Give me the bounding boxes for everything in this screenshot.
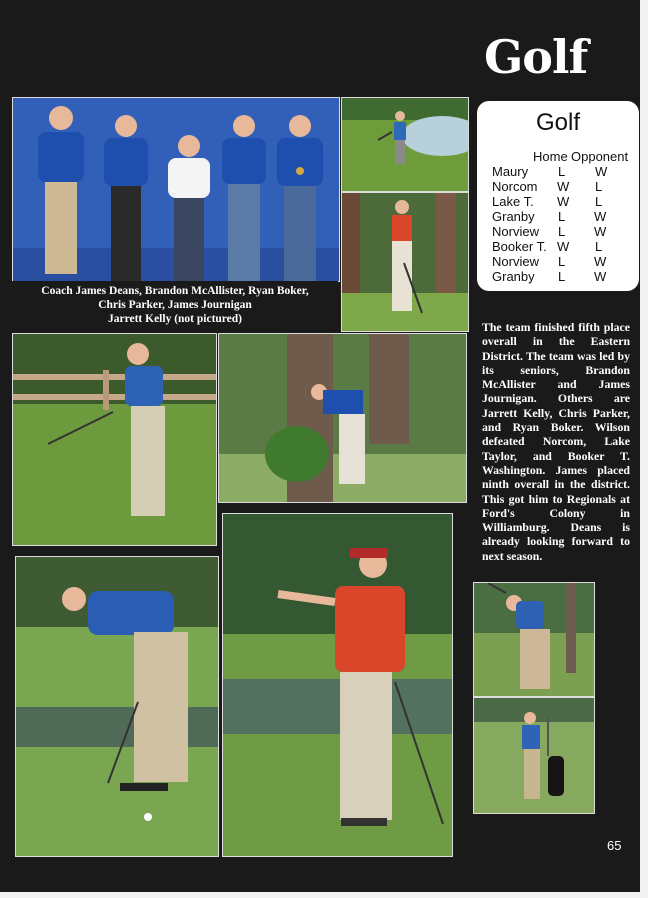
golfer-by-pond-photo	[341, 97, 469, 192]
golfer-pointing-photo	[222, 513, 453, 857]
home-header: Home	[533, 149, 568, 164]
score-home: L	[558, 224, 566, 239]
score-row	[477, 179, 639, 194]
score-team: Maury	[492, 164, 529, 179]
golfer-chipping-photo	[12, 333, 217, 546]
team-photo	[12, 97, 340, 282]
score-row	[477, 239, 639, 254]
team-photo-caption	[12, 281, 338, 332]
score-team: Norcom	[492, 179, 538, 194]
score-row	[477, 269, 639, 284]
score-team: Granby	[492, 209, 535, 224]
scoreboard-title: Golf	[535, 109, 580, 136]
golfer-with-bag-photo	[473, 697, 595, 814]
score-opponent: W	[595, 164, 608, 179]
section-title: Golf	[484, 30, 588, 84]
score-home: L	[558, 164, 566, 179]
caption-line: Coach James Deans, Brandon McAllister, Ryan Boker,	[41, 285, 309, 297]
golfer-by-tree-photo	[218, 333, 467, 503]
score-home: L	[558, 269, 566, 284]
score-team: Norview	[492, 254, 539, 269]
golfer-putting-photo	[15, 556, 219, 857]
score-home: L	[558, 209, 566, 224]
story-text: The team finished fifth place overall in the Eastern District. The team was led by its seniors, Brandon McAllister and James Journigan. Others are Jarrett Kelly, Chris Parker, and Ryan Boker. Wilson defeated Norcom, Lake Taylor, and Booker T. Washington. James placed ninth overall in the district. This got him to Regionals at Ford's Colony in Williamburg. Deans is already looking forward to next season.	[482, 320, 630, 563]
golfer-swing-photo	[473, 582, 595, 697]
caption-line: Jarrett Kelly (not pictured)	[107, 313, 243, 325]
score-home: W	[557, 179, 570, 194]
score-opponent: W	[594, 269, 607, 284]
score-team: Booker T.	[492, 239, 547, 254]
score-home: L	[558, 254, 566, 269]
score-team: Lake T.	[492, 194, 534, 209]
score-home: W	[557, 239, 570, 254]
score-opponent: W	[594, 254, 607, 269]
opponent-header: Opponent	[571, 149, 629, 164]
score-team: Granby	[492, 269, 535, 284]
page-number: 65	[607, 838, 622, 853]
score-row	[477, 209, 639, 224]
caption-line: Chris Parker, James Journigan	[98, 299, 252, 311]
score-opponent: W	[594, 224, 607, 239]
score-opponent: L	[595, 179, 603, 194]
score-row	[477, 224, 639, 239]
score-row	[477, 164, 639, 179]
score-home: W	[557, 194, 570, 209]
page-bottom-edge	[0, 892, 648, 898]
score-row	[477, 194, 639, 209]
golfer-in-woods-photo	[341, 192, 469, 332]
score-opponent: L	[595, 194, 603, 209]
score-team: Norview	[492, 224, 539, 239]
page-edge	[640, 0, 648, 898]
scoreboard	[477, 101, 639, 291]
score-opponent: W	[594, 209, 607, 224]
score-row	[477, 254, 639, 269]
score-opponent: L	[595, 239, 603, 254]
